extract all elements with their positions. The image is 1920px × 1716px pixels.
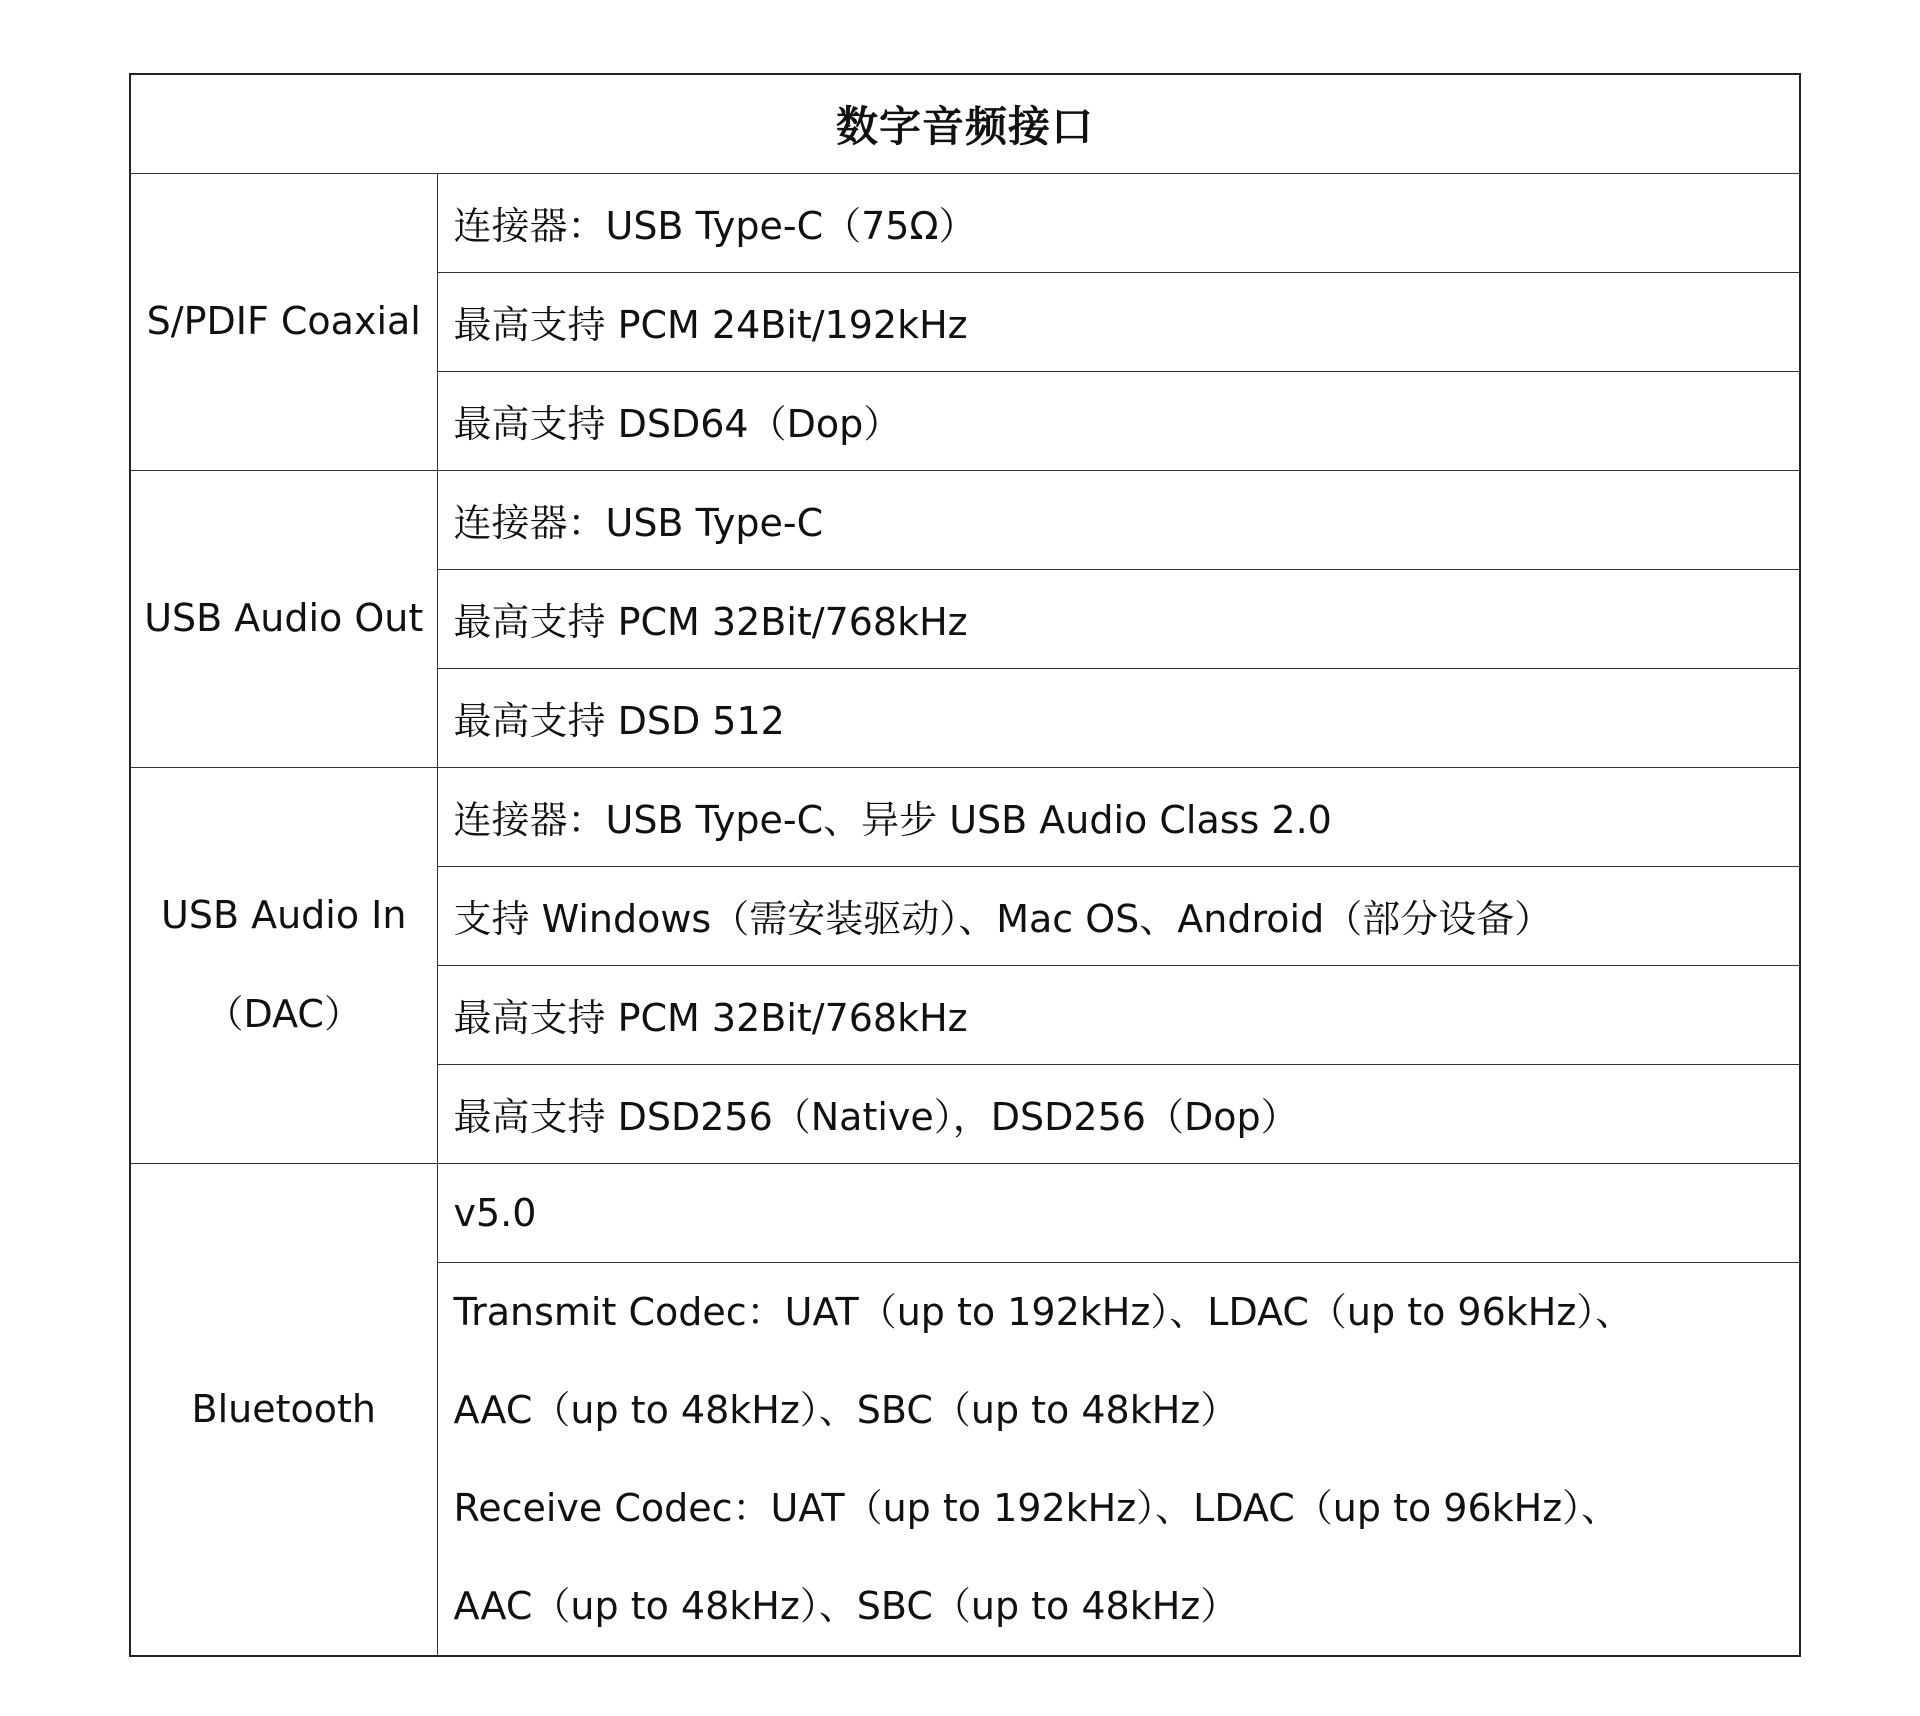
table-row: [130, 470, 1800, 569]
title-row: [130, 74, 1800, 173]
table-row: [130, 767, 1800, 866]
spec-value: 连接器：USB Type-C（75Ω）: [437, 173, 1800, 272]
spec-value: 连接器：USB Type-C: [437, 470, 1800, 569]
spec-value: 最高支持 DSD 512: [437, 668, 1800, 767]
spec-table: [129, 73, 1801, 1657]
spec-value: 最高支持 PCM 32Bit/768kHz: [437, 569, 1800, 668]
table-row: [130, 1163, 1800, 1262]
spec-value: 最高支持 PCM 32Bit/768kHz: [437, 965, 1800, 1064]
spec-value: 最高支持 PCM 24Bit/192kHz: [437, 272, 1800, 371]
spec-value: 支持 Windows（需安装驱动）、Mac OS、Android（部分设备）: [437, 866, 1800, 965]
group-label-usb-audio-in: [130, 767, 437, 1163]
group-label-spdif: S/PDIF Coaxial: [130, 173, 437, 470]
group-label-usb-audio-out: USB Audio Out: [130, 470, 437, 767]
spec-value: v5.0: [437, 1163, 1800, 1262]
codec-line: Transmit Codec：UAT（up to 192kHz）、LDAC（up to 96kHz）、: [453, 1289, 1634, 1334]
codec-line: AAC（up to 48kHz）、SBC（up to 48kHz）: [453, 1387, 1239, 1432]
table-row: [130, 173, 1800, 272]
spec-value: 最高支持 DSD256（Native），DSD256（Dop）: [437, 1064, 1800, 1163]
codec-list: [437, 1262, 1800, 1656]
codec-line: Receive Codec：UAT（up to 192kHz）、LDAC（up to 96kHz）、: [453, 1485, 1620, 1530]
group-label-line: USB Audio In: [161, 893, 407, 937]
group-label-bluetooth: Bluetooth: [130, 1163, 437, 1656]
table-title: 数字音频接口: [130, 74, 1800, 173]
group-label-line: （DAC）: [205, 992, 362, 1036]
codec-line: AAC（up to 48kHz）、SBC（up to 48kHz）: [453, 1583, 1239, 1628]
spec-value: 连接器：USB Type-C、异步 USB Audio Class 2.0: [437, 767, 1800, 866]
spec-value: 最高支持 DSD64（Dop）: [437, 371, 1800, 470]
